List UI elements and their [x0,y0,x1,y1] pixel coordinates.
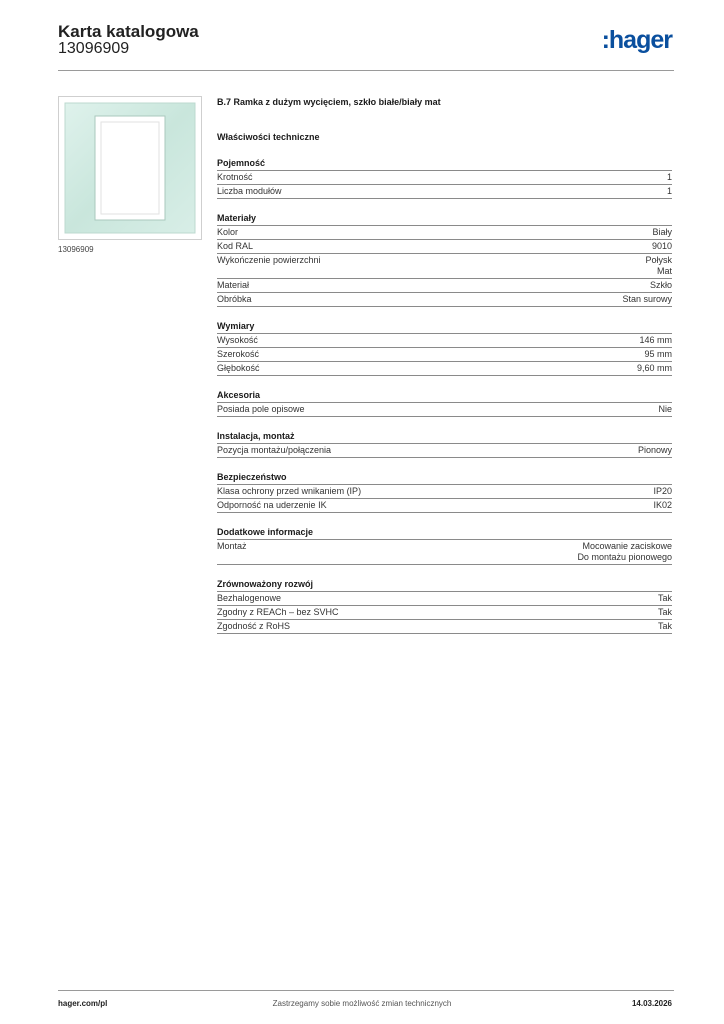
spec-label: Zgodność z RoHS [217,621,291,631]
image-caption: 13096909 [58,245,94,254]
spec-row [217,226,672,240]
section-title: Zrównoważony rozwój [217,578,672,592]
spec-value: Stan surowy [622,294,672,304]
section-title: Wymiary [217,320,672,334]
spec-label: Liczba modułów [217,186,282,196]
spec-value: Pionowy [637,445,672,455]
spec-value: Połysk Mat [645,255,672,276]
spec-row [217,254,672,279]
spec-value: 1 [666,186,672,196]
spec-value: Nie [658,404,672,414]
document-number: 13096909 [58,40,130,57]
spec-label: Posiada pole opisowe [217,404,305,414]
spec-value: 95 mm [644,349,672,359]
spec-value: IK02 [653,500,672,510]
document-title: Karta katalogowa [58,22,199,41]
spec-section [217,212,672,307]
spec-row [217,444,672,458]
spec-value: 9010 [651,241,672,251]
footer-website: hager.com/pl [58,999,108,1008]
logo-dots-icon: : [601,26,609,54]
spec-value: 1 [666,172,672,182]
section-title: Instalacja, montaż [217,430,672,444]
header-divider [58,70,674,71]
spec-label: Zgodny z REACh – bez SVHC [217,607,339,617]
spec-value: IP20 [653,486,672,496]
spec-label: Pozycja montażu/połączenia [217,445,332,455]
spec-value: Mocowanie zaciskowe Do montażu pionowego [577,541,672,562]
section-title: Bezpieczeństwo [217,471,672,485]
spec-label: Bezhalogenowe [217,593,282,603]
footer-disclaimer: Zastrzegamy sobie możliwość zmian technicznych [272,999,452,1008]
section-title: Dodatkowe informacje [217,526,672,540]
spec-row [217,403,672,417]
spec-value: Tak [657,607,672,617]
spec-label: Wysokość [217,335,258,345]
spec-section [217,430,672,458]
spec-content [217,96,672,634]
section-title: Materiały [217,212,672,226]
spec-value: 9,60 mm [636,363,672,373]
logo-text: hager [608,26,672,54]
spec-label: Głębokość [217,363,260,373]
spec-label: Wykończenie powierzchni [217,255,321,265]
spec-label: Kod RAL [217,241,254,251]
spec-row [217,540,672,565]
footer-date: 14.03.2026 [631,999,672,1008]
spec-row [217,362,672,376]
spec-label: Szerokość [217,349,260,359]
spec-row [217,620,672,634]
spec-row [217,171,672,185]
spec-row [217,348,672,362]
spec-label: Kolor [217,227,239,237]
spec-value: Tak [657,621,672,631]
tech-properties-heading: Właściwości techniczne [217,132,320,142]
spec-section [217,157,672,199]
spec-label: Odporność na uderzenie IK [217,500,327,510]
spec-label: Materiał [217,280,250,290]
section-title: Akcesoria [217,389,672,403]
spec-section [217,320,672,376]
spec-value: Tak [657,593,672,603]
spec-row [217,293,672,307]
spec-row [217,279,672,293]
spec-value: 146 mm [639,335,672,345]
frame-image-icon [59,97,201,239]
spec-row [217,499,672,513]
spec-row [217,485,672,499]
spec-row [217,592,672,606]
spec-row [217,606,672,620]
spec-row [217,334,672,348]
section-title: Pojemność [217,157,672,171]
spec-row [217,240,672,254]
footer-divider [58,990,674,991]
spec-section [217,526,672,565]
product-image [58,96,202,240]
spec-label: Klasa ochrony przed wnikaniem (IP) [217,486,362,496]
spec-value: Szkło [649,280,672,290]
spec-sections [217,157,672,634]
spec-label: Obróbka [217,294,252,304]
spec-section [217,578,672,634]
spec-label: Montaż [217,541,247,551]
spec-label: Krotność [217,172,253,182]
spec-value: Biały [652,227,672,237]
spec-row [217,185,672,199]
spec-section [217,471,672,513]
product-name: B.7 Ramka z dużym wycięciem, szkło białe/biały mat [217,97,441,107]
hager-logo [602,28,672,53]
spec-section [217,389,672,417]
